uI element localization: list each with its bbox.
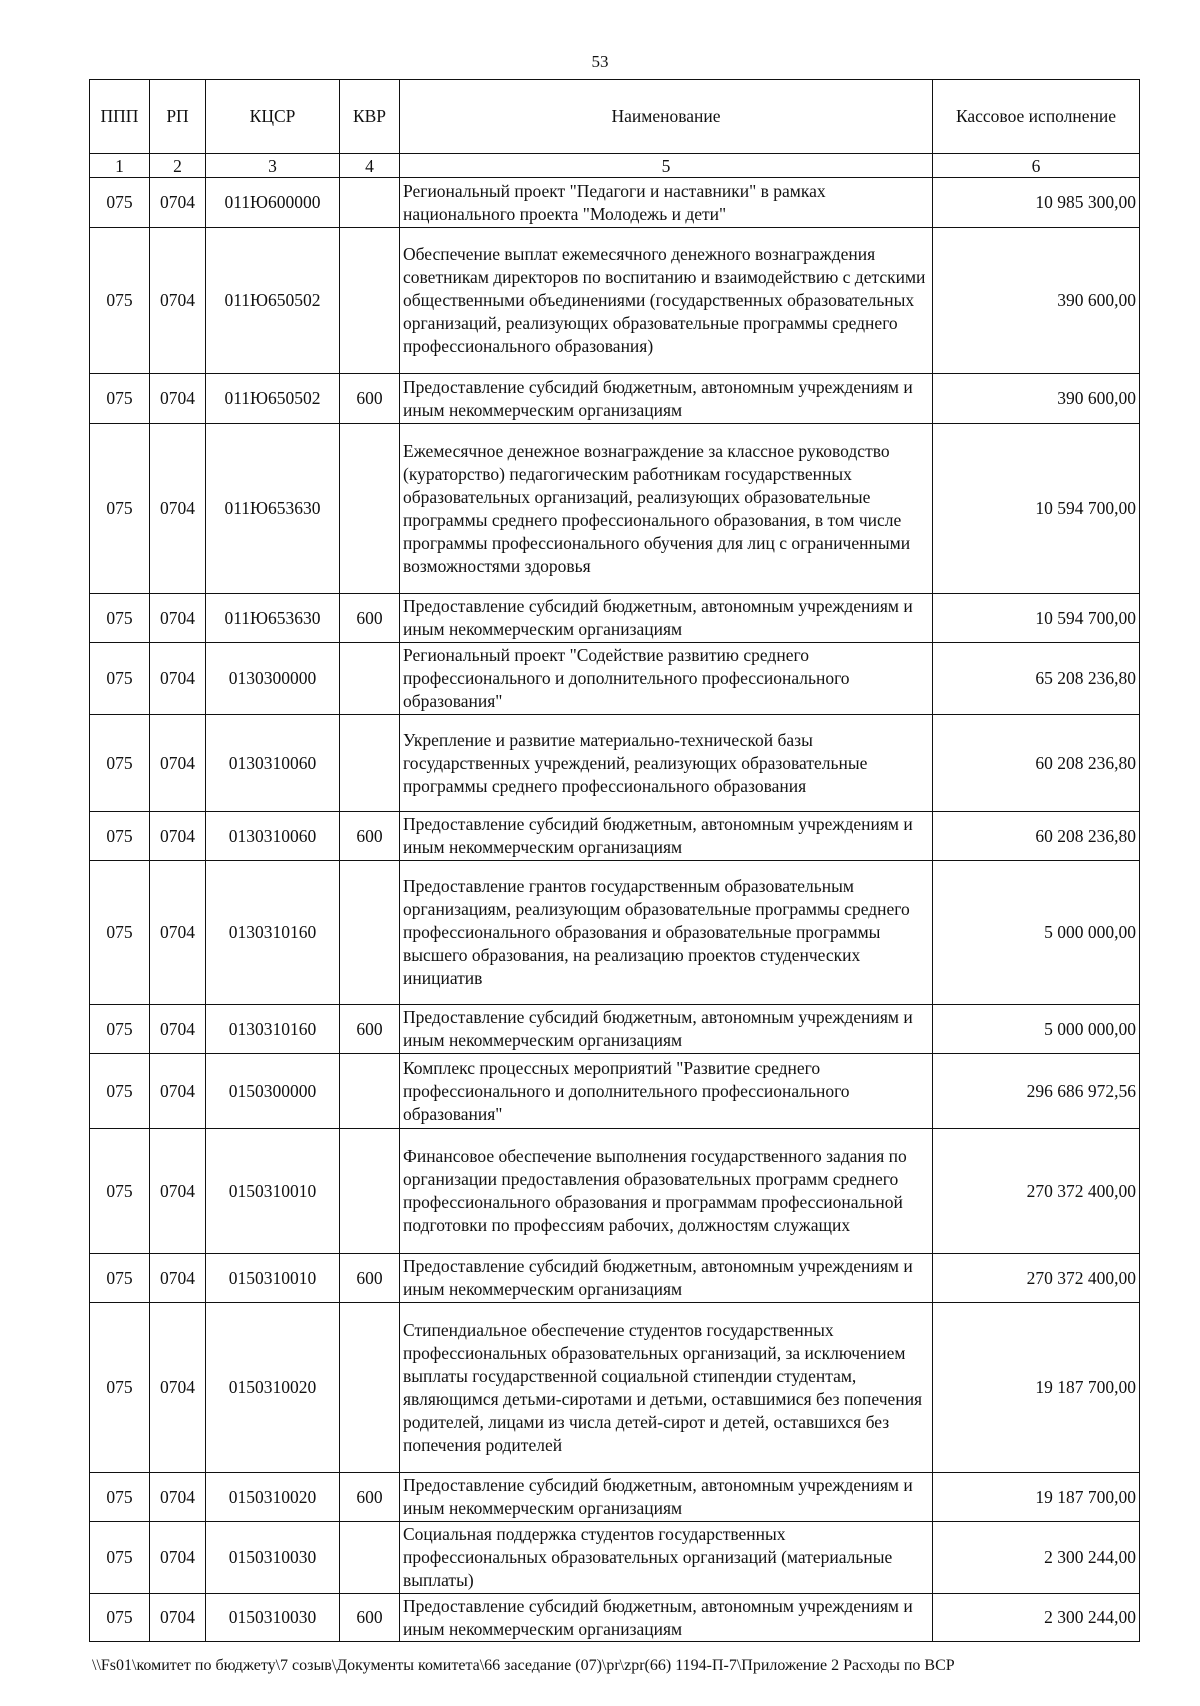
cell-kvr: 600 [340,812,400,861]
cell-name: Финансовое обеспечение выполнения государственного задания по организации предоставления образовательных программ среднего профессионального образования и программам профессиональной подготовки по профессиям рабочих, должностям служащих [400,1129,933,1254]
cell-ppp: 075 [90,1473,150,1522]
cell-rp: 0704 [150,1303,206,1473]
cell-kcsr: 0150300000 [206,1054,340,1129]
cell-kcsr: 0150310010 [206,1129,340,1254]
cell-amount: 270 372 400,00 [933,1254,1140,1303]
cell-rp: 0704 [150,178,206,228]
table-row [90,1254,1140,1303]
cell-amount: 19 187 700,00 [933,1303,1140,1473]
cell-name: Укрепление и развитие материально-технической базы государственных учреждений, реализующих образовательные программы среднего профессионального образования [400,715,933,812]
table-row [90,1129,1140,1254]
cell-ppp: 075 [90,374,150,424]
column-number-row [90,154,1140,178]
cell-kcsr: 011Ю653630 [206,594,340,643]
cell-amount: 296 686 972,56 [933,1054,1140,1129]
cell-ppp: 075 [90,228,150,374]
table-row [90,178,1140,228]
cell-rp: 0704 [150,1522,206,1594]
cell-ppp: 075 [90,812,150,861]
header-ppp: ППП [90,80,150,154]
cell-name: Стипендиальное обеспечение студентов государственных профессиональных образовательных организаций, за исключением выплаты государственной социальной стипендии студентам, являющимся детьми-сиротами и детьми, оставшимися без попечения родителей, лицами из числа детей-сирот и детей, оставшихся без попечения родителей [400,1303,933,1473]
cell-amount: 2 300 244,00 [933,1522,1140,1594]
cell-kvr [340,424,400,594]
expenditure-table [89,79,1140,1642]
cell-rp: 0704 [150,374,206,424]
cell-amount: 10 594 700,00 [933,594,1140,643]
table-row [90,228,1140,374]
cell-kvr: 600 [340,1005,400,1054]
column-number: 2 [150,154,206,178]
cell-amount: 270 372 400,00 [933,1129,1140,1254]
cell-kcsr: 0130310160 [206,861,340,1005]
cell-kvr: 600 [340,1254,400,1303]
cell-rp: 0704 [150,424,206,594]
cell-name: Предоставление субсидий бюджетным, автономным учреждениям и иным некоммерческим организациям [400,374,933,424]
cell-ppp: 075 [90,1303,150,1473]
cell-rp: 0704 [150,594,206,643]
cell-rp: 0704 [150,1473,206,1522]
cell-rp: 0704 [150,812,206,861]
cell-amount: 10 985 300,00 [933,178,1140,228]
table-row [90,715,1140,812]
cell-amount: 10 594 700,00 [933,424,1140,594]
cell-name: Предоставление субсидий бюджетным, автономным учреждениям и иным некоммерческим организациям [400,594,933,643]
cell-name: Предоставление субсидий бюджетным, автономным учреждениям и иным некоммерческим организациям [400,1594,933,1642]
cell-kcsr: 011Ю650502 [206,374,340,424]
cell-kcsr: 0130300000 [206,643,340,715]
file-path-footer: \\Fs01\комитет по бюджету\7 созыв\Документы комитета\66 заседание (07)\pr\zpr(66) 1194-П-7\Приложение 2 Расходы по ВСР [92,1657,955,1674]
table-row [90,812,1140,861]
cell-kvr [340,1522,400,1594]
cell-ppp: 075 [90,424,150,594]
cell-amount: 5 000 000,00 [933,861,1140,1005]
cell-ppp: 075 [90,715,150,812]
table-row [90,861,1140,1005]
cell-rp: 0704 [150,1054,206,1129]
cell-rp: 0704 [150,228,206,374]
cell-name: Региональный проект "Педагоги и наставники" в рамках национального проекта "Молодежь и дети" [400,178,933,228]
column-number: 4 [340,154,400,178]
cell-name: Предоставление субсидий бюджетным, автономным учреждениям и иным некоммерческим организациям [400,1473,933,1522]
cell-kcsr: 0150310020 [206,1303,340,1473]
column-number: 3 [206,154,340,178]
cell-ppp: 075 [90,643,150,715]
cell-ppp: 075 [90,1594,150,1642]
table-body [90,178,1140,1642]
column-number: 1 [90,154,150,178]
cell-ppp: 075 [90,1054,150,1129]
cell-rp: 0704 [150,643,206,715]
cell-kvr [340,1303,400,1473]
header-amount: Кассовое исполнение [933,80,1140,154]
cell-kcsr: 0150310010 [206,1254,340,1303]
table-row [90,374,1140,424]
table-row [90,1005,1140,1054]
cell-name: Предоставление субсидий бюджетным, автономным учреждениям и иным некоммерческим организациям [400,1005,933,1054]
cell-amount: 65 208 236,80 [933,643,1140,715]
cell-kcsr: 0150310020 [206,1473,340,1522]
cell-ppp: 075 [90,594,150,643]
cell-name: Комплекс процессных мероприятий "Развитие среднего профессионального и дополнительного профессионального образования" [400,1054,933,1129]
cell-kvr [340,715,400,812]
cell-kcsr: 0130310060 [206,715,340,812]
cell-kvr [340,178,400,228]
cell-kvr [340,1129,400,1254]
cell-kvr [340,228,400,374]
table-row [90,1594,1140,1642]
cell-kvr: 600 [340,374,400,424]
cell-kvr [340,643,400,715]
cell-kvr: 600 [340,1594,400,1642]
cell-kcsr: 0150310030 [206,1594,340,1642]
cell-rp: 0704 [150,1129,206,1254]
cell-kvr: 600 [340,594,400,643]
table-row [90,1522,1140,1594]
cell-ppp: 075 [90,1129,150,1254]
cell-kcsr: 011Ю653630 [206,424,340,594]
table-row [90,594,1140,643]
cell-ppp: 075 [90,1522,150,1594]
cell-name: Предоставление грантов государственным образовательным организациям, реализующим образовательные программы среднего профессионального образования и образовательные программы высшего образования, на реализацию проектов студенческих инициатив [400,861,933,1005]
cell-ppp: 075 [90,1005,150,1054]
cell-amount: 2 300 244,00 [933,1594,1140,1642]
cell-name: Предоставление субсидий бюджетным, автономным учреждениям и иным некоммерческим организациям [400,812,933,861]
table-row [90,424,1140,594]
cell-kcsr: 011Ю650502 [206,228,340,374]
cell-name: Ежемесячное денежное вознаграждение за классное руководство (кураторство) педагогическим работникам государственных образовательных организаций, реализующих образовательные программы среднего профессионального образования, в том числе программы профессионального обучения для лиц с ограниченными возможностями здоровья [400,424,933,594]
cell-kvr: 600 [340,1473,400,1522]
table-row [90,643,1140,715]
column-number: 6 [933,154,1140,178]
cell-amount: 19 187 700,00 [933,1473,1140,1522]
header-rp: РП [150,80,206,154]
table-row [90,1473,1140,1522]
cell-rp: 0704 [150,1005,206,1054]
cell-ppp: 075 [90,178,150,228]
cell-kcsr: 011Ю600000 [206,178,340,228]
cell-amount: 60 208 236,80 [933,715,1140,812]
cell-kcsr: 0130310060 [206,812,340,861]
header-kcsr: КЦСР [206,80,340,154]
cell-rp: 0704 [150,715,206,812]
cell-rp: 0704 [150,1254,206,1303]
cell-kvr [340,1054,400,1129]
cell-name: Социальная поддержка студентов государственных профессиональных образовательных организаций (материальные выплаты) [400,1522,933,1594]
table-row [90,1303,1140,1473]
page-number: 53 [591,52,609,71]
cell-amount: 60 208 236,80 [933,812,1140,861]
header-name: Наименование [400,80,933,154]
cell-rp: 0704 [150,861,206,1005]
cell-kcsr: 0150310030 [206,1522,340,1594]
table-row [90,1054,1140,1129]
cell-amount: 5 000 000,00 [933,1005,1140,1054]
cell-kvr [340,861,400,1005]
header-kvr: КВР [340,80,400,154]
cell-name: Предоставление субсидий бюджетным, автономным учреждениям и иным некоммерческим организациям [400,1254,933,1303]
column-number: 5 [400,154,933,178]
cell-amount: 390 600,00 [933,374,1140,424]
cell-rp: 0704 [150,1594,206,1642]
cell-ppp: 075 [90,1254,150,1303]
cell-amount: 390 600,00 [933,228,1140,374]
cell-kcsr: 0130310160 [206,1005,340,1054]
cell-name: Региональный проект "Содействие развитию среднего профессионального и дополнительного профессионального образования" [400,643,933,715]
header-row [90,80,1140,154]
cell-ppp: 075 [90,861,150,1005]
cell-name: Обеспечение выплат ежемесячного денежного вознаграждения советникам директоров по воспитанию и взаимодействию с детскими общественными объединениями (государственных образовательных организаций, реализующих образовательные программы среднего профессионального образования) [400,228,933,374]
